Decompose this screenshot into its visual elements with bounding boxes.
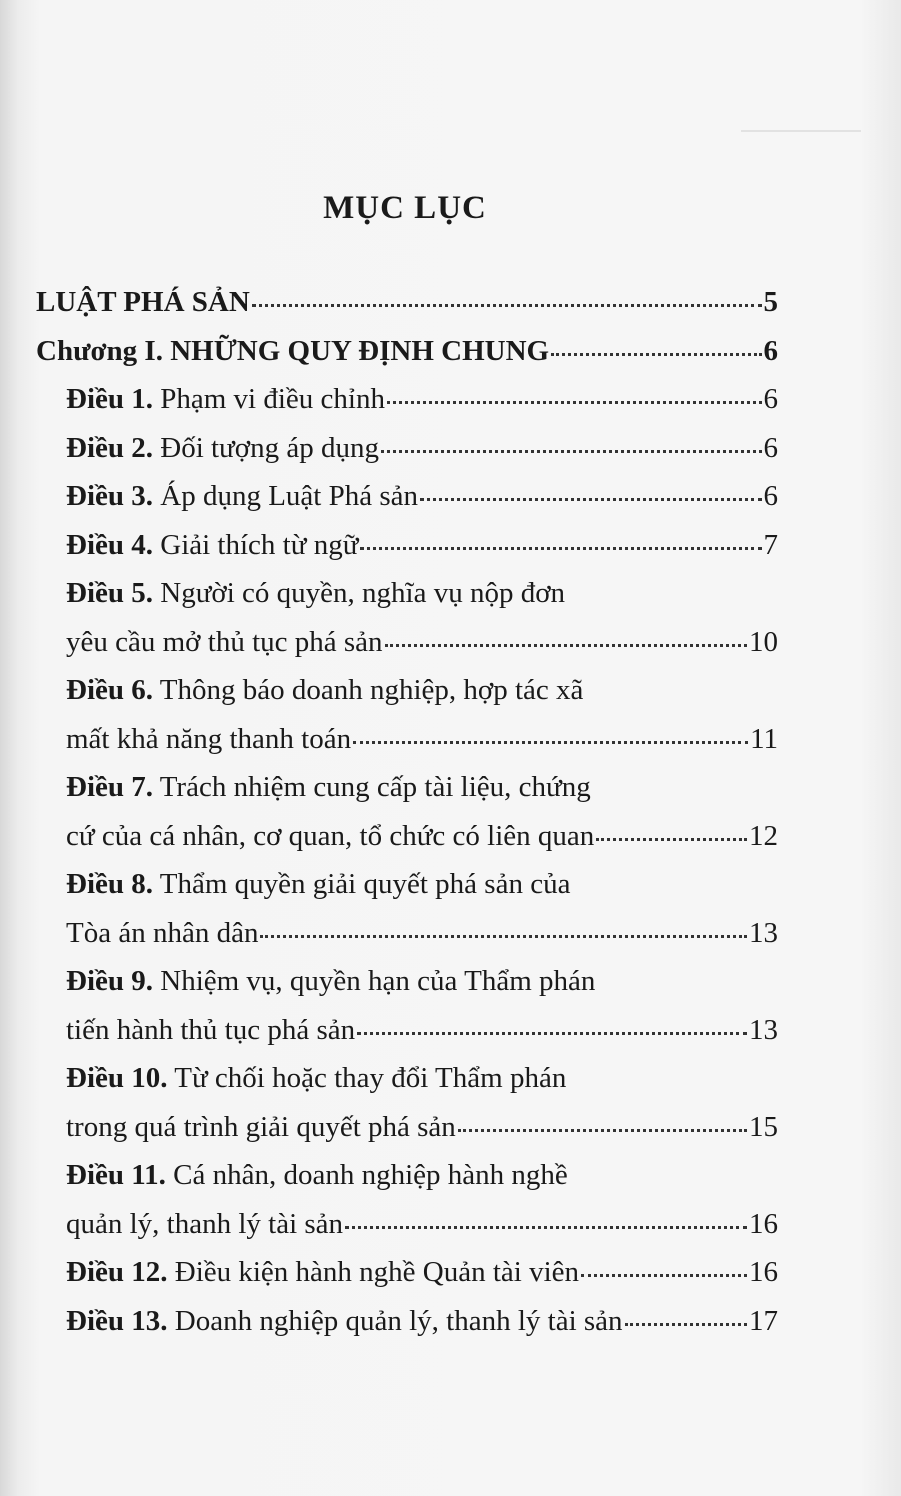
dot-leader <box>360 545 761 550</box>
toc-page-number: 6 <box>763 334 778 367</box>
dot-leader <box>551 351 761 356</box>
toc-page-number: 16 <box>749 1207 778 1240</box>
dot-leader <box>385 642 747 647</box>
toc-entry-law[interactable] <box>36 278 778 327</box>
toc-entry-label: Người có quyền, nghĩa vụ nộp đơn <box>160 577 566 609</box>
article-number: Điều 9. <box>66 965 153 997</box>
article-number: Điều 1. <box>66 383 153 415</box>
article-number: Điều 13. <box>66 1304 168 1337</box>
toc-entry-label: Nhiệm vụ, quyền hạn của Thẩm phán <box>160 965 596 997</box>
toc-entry-label: Đối tượng áp dụng <box>160 431 379 464</box>
toc-entry-label-continued: Tòa án nhân dân <box>66 916 259 949</box>
toc-entry-chapter-1[interactable] <box>36 327 778 376</box>
dot-leader <box>345 1224 747 1229</box>
dot-leader <box>260 933 747 938</box>
toc-entry-label: Chương I. NHỮNG QUY ĐỊNH CHUNG <box>36 334 550 367</box>
page-title: MỤC LỤC <box>323 190 487 226</box>
toc-entry-label: Phạm vi điều chỉnh <box>160 383 385 415</box>
toc-entry-label: Thông báo doanh nghiệp, hợp tác xã <box>159 674 584 706</box>
toc-entry-article-5[interactable] <box>36 569 778 666</box>
article-number: Điều 2. <box>66 431 153 464</box>
toc-entry-label-continued: cứ của cá nhân, cơ quan, tổ chức có liên quan <box>66 819 595 852</box>
dot-leader <box>625 1321 747 1326</box>
toc-page-number: 12 <box>749 819 778 852</box>
dot-leader <box>353 739 748 744</box>
toc-entry-label: Giải thích từ ngữ <box>160 528 359 561</box>
article-number: Điều 3. <box>66 480 153 512</box>
toc-page-number: 11 <box>750 722 778 755</box>
toc-entry-article-2[interactable] <box>36 424 778 473</box>
dot-leader <box>458 1127 747 1132</box>
toc-entry-article-8[interactable] <box>36 860 778 957</box>
toc-entry-label-continued: tiến hành thủ tục phá sản <box>66 1013 356 1046</box>
toc-page-number: 17 <box>749 1304 778 1337</box>
dot-leader <box>387 399 762 404</box>
toc-entry-article-9[interactable] <box>36 957 778 1054</box>
toc-page-number: 13 <box>749 1013 778 1046</box>
toc-entry-label: Doanh nghiệp quản lý, thanh lý tài sản <box>174 1304 623 1337</box>
toc-page-number: 15 <box>749 1110 778 1143</box>
dot-leader <box>357 1030 747 1035</box>
article-number: Điều 12. <box>66 1256 168 1288</box>
toc-entry-label-continued: mất khả năng thanh toán <box>66 722 352 755</box>
toc-page-number: 7 <box>763 528 778 561</box>
toc-page-number: 6 <box>763 383 778 415</box>
article-number: Điều 11. <box>66 1159 166 1191</box>
toc-entry-label: Trách nhiệm cung cấp tài liệu, chứng <box>159 771 591 803</box>
toc-entry-label: Thẩm quyền giải quyết phá sản của <box>159 868 571 900</box>
toc-page-number: 10 <box>749 625 778 658</box>
toc-entry-article-7[interactable] <box>36 763 778 860</box>
dot-leader <box>596 836 747 841</box>
toc-entry-label: Điều kiện hành nghề Quản tài viên <box>174 1256 580 1288</box>
article-number: Điều 7. <box>66 771 153 803</box>
article-number: Điều 5. <box>66 577 153 609</box>
toc-entry-label: LUẬT PHÁ SẢN <box>36 286 250 318</box>
dot-leader <box>381 448 762 453</box>
toc-entry-article-13[interactable] <box>36 1297 778 1346</box>
toc-entry-label-continued: trong quá trình giải quyết phá sản <box>66 1110 456 1143</box>
article-number: Điều 6. <box>66 674 153 706</box>
dot-leader <box>252 302 762 307</box>
dot-leader <box>420 496 762 501</box>
toc-page-number: 5 <box>763 286 778 318</box>
toc-entry-article-11[interactable] <box>36 1151 778 1248</box>
dot-leader <box>581 1272 747 1277</box>
toc-entry-label: Áp dụng Luật Phá sản <box>160 480 418 512</box>
table-of-contents <box>36 278 778 1345</box>
toc-entry-label-continued: quản lý, thanh lý tài sản <box>66 1207 344 1240</box>
article-number: Điều 10. <box>66 1062 168 1094</box>
toc-entry-label-continued: yêu cầu mở thủ tục phá sản <box>66 625 383 658</box>
article-number: Điều 4. <box>66 528 153 561</box>
toc-page-number: 6 <box>763 431 778 464</box>
toc-entry-article-4[interactable] <box>36 521 778 570</box>
toc-entry-label: Cá nhân, doanh nghiệp hành nghề <box>173 1159 568 1191</box>
toc-entry-article-3[interactable] <box>36 472 778 521</box>
toc-page-number: 6 <box>763 480 778 512</box>
bleed-through-mark <box>741 70 861 132</box>
toc-entry-article-10[interactable] <box>36 1054 778 1151</box>
article-number: Điều 8. <box>66 868 153 900</box>
toc-entry-article-6[interactable] <box>36 666 778 763</box>
toc-entry-article-1[interactable] <box>36 375 778 424</box>
toc-page-number: 16 <box>749 1256 778 1288</box>
toc-page-number: 13 <box>749 916 778 949</box>
toc-entry-label: Từ chối hoặc thay đổi Thẩm phán <box>174 1062 567 1094</box>
toc-entry-article-12[interactable] <box>36 1248 778 1297</box>
